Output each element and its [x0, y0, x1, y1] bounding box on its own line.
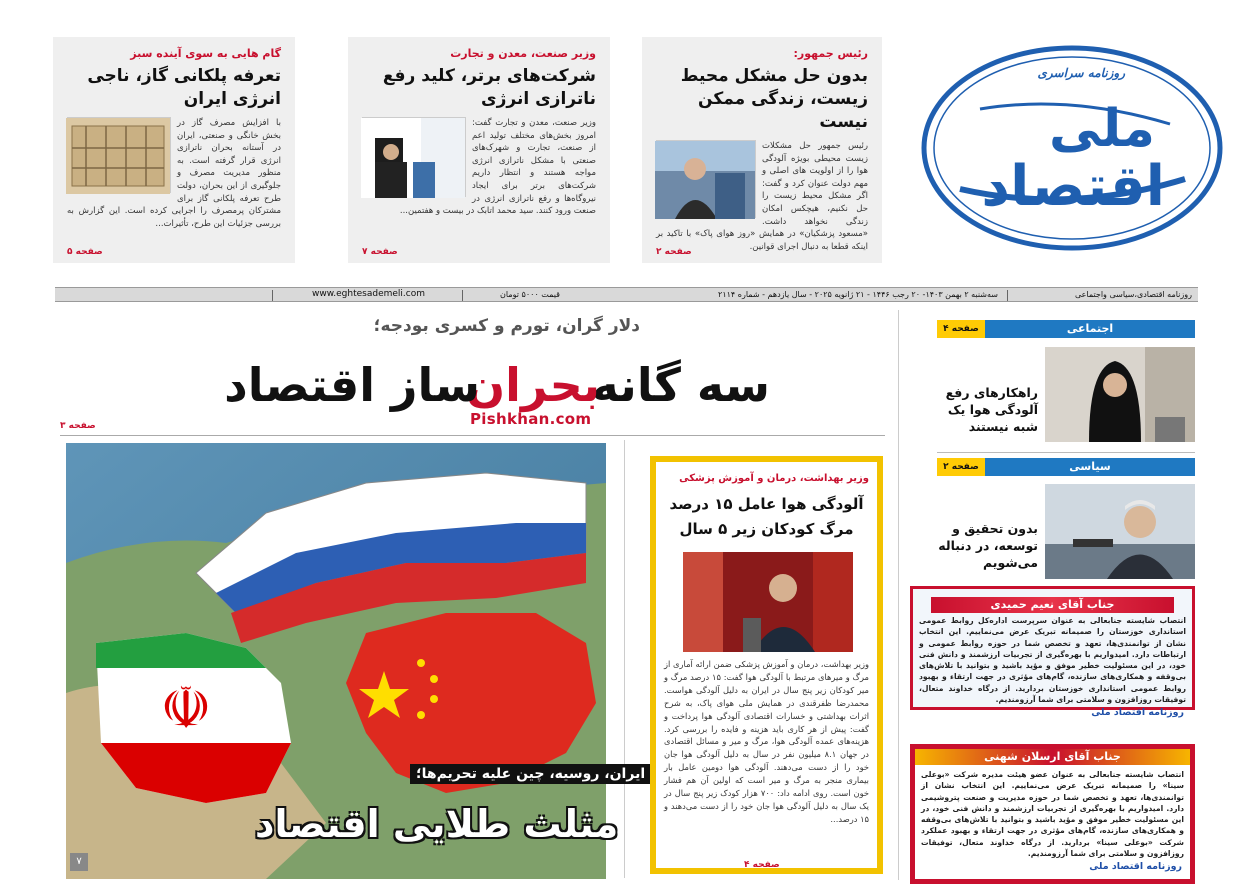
teaser-gas-tariff[interactable] [53, 37, 295, 263]
divider [1007, 290, 1008, 301]
congrats-ad-1[interactable] [910, 586, 1195, 719]
headline-part-2: بحران [465, 358, 600, 412]
divider [624, 440, 625, 878]
newspaper-logo [920, 39, 1225, 257]
section-photo [1045, 484, 1195, 579]
ad-title: جناب آقای نعیم حمیدی [931, 597, 1174, 613]
ad-title: جناب آقای ارسلان شهنی [915, 749, 1190, 765]
picture-page-number[interactable]: ۷ [70, 853, 88, 871]
masthead-info-bar [55, 287, 1198, 302]
teaser-body: رئیس جمهور حل مشکلات زیست محیطی بویژه آلودگی هوا را از اولویت های اصلی و مهم دولت عنوان کرد و گفت: اگر مشکل محیط زیست را حل نکنیم، هیچکس امکان زندگی نخواهد داشت. «مسعود پزشکیان» در همایش «روز هوای پاک» با تاکید بر اینکه قطعا به دنبال اجرای قوانین. [656, 141, 868, 252]
teaser-page-link[interactable]: صفحه ۲ [656, 247, 692, 257]
article-headline[interactable]: آلودگی هوا عامل ۱۵ درصد مرگ کودکان زیر ۵ سال [669, 495, 864, 538]
teaser-headline[interactable]: تعرفه پلکانی گاز، ناجی انرژی ایران [87, 66, 281, 109]
issue-date: سه‌شنبه ۲ بهمن ۱۴۰۳- ۲۰ رجب ۱۴۴۶ - ۲۱ ژانویه ۲۰۲۵ - سال یازدهم - شماره ۲۱۱۴ [718, 290, 998, 299]
logo-tagline: روزنامه سراسری [1037, 66, 1125, 80]
ad-body: انتصاب شایسته جنابعالی به عنوان سرپرست اداره‌کل روابط عمومی استانداری خوزستان را صمیمانه تبریک عرض می‌نماییم. این انتخاب نشان از توانمندی‌ها، تعهد و تخصص شما در حوزه روابط عمومی و ارتباطات دارد. امیدواریم با بهره‌گیری از تجربیات ارزشمند و دانش فنی خود، در این مسئولیت خطیر موفق و مؤید باشید و بتوانید با تلاش‌های بی‌وقفه و همکاری‌های سازنده، گام‌های مؤثری در جهت ارتقاء و بهبود روابط عمومی استانداری خوزستان بردارید. از درگاه خداوند متعال، توفیقات روزافزون و سلامتی برای شما آرزومندیم. [919, 616, 1186, 705]
divider [60, 435, 885, 436]
section-name[interactable]: سیاسی [985, 458, 1195, 476]
section-headline[interactable]: راهکارهای رفع آلودگی هوا یک شبه نیستند [945, 385, 1038, 434]
paper-section-label: روزنامه اقتصادی،سیاسی واجتماعی [1074, 290, 1192, 299]
teaser-photo [362, 117, 466, 197]
divider [937, 452, 1195, 453]
teaser-kicker: رئیس جمهور: [793, 47, 868, 60]
article-page-link[interactable]: صفحه ۴ [744, 860, 780, 870]
price: قیمت ۵۰۰۰ تومان [500, 290, 560, 299]
section-bar-social[interactable] [937, 320, 1195, 338]
section-page-link[interactable]: صفحه ۴ [937, 320, 985, 338]
article-kicker: وزیر بهداشت، درمان و آموزش پزشکی [679, 473, 869, 484]
picture-caption-headline[interactable]: مثلث طلایی اقتصاد [255, 802, 619, 846]
section-page-link[interactable]: صفحه ۲ [937, 458, 985, 476]
article-body: وزیر بهداشت، درمان و آموزش پزشکی ضمن ارائه آماری از مرگ و میرهای مرتبط با آلودگی هوا گفت: ۱۵ درصد مرگ و میر کودکان زیر پنج سال در ایران به دلیل آلودگی هواست. محمدرضا ظفرقندی در همایش ملی هوای پاک، به شرح اثرات بهداشتی و خسارات اقتصادی آلودگی هوا پرداخت و گفت: پیش از هر کاری باید هزینه و فایده را بررسی کرد. هزینه‌های عمده آلودگی هوا، مرگ و میر و مسائل اقتصادی در جهان ۸.۱ میلیون نفر در سال به دلیل آلودگی هوا جان خود را از دست می‌دهند. آلودگی هوا دومین عامل بار بیماری منجر به مرگ و میر است که اولین آن هم فشار خون است. روی ادامه داد: ۷۰۰ هزار کودک زیر پنج سال در یک سال به دلیل آلودگی هوا جان خود را از دست می‌دهند و ۱۵ درصد... [664, 659, 870, 824]
ad-signature: روزنامه اقتصاد ملی [1089, 861, 1182, 873]
article-photo [683, 552, 853, 652]
teaser-body: با افزایش مصرف گاز در بخش خانگی و صنعتی، ایران در آستانه بحران ناترازی انرژی قرار گرفته است. به منظور مدیریت مصرف و جلوگیری از این بحران، دولت طرح تعرفه پلکانی گاز برای مشترکان پرمصرف را اجرایی کرده است. این گزارش به بررسی جزئیات این طرح، تأثیرات... [67, 118, 281, 229]
section-bar-political[interactable] [937, 458, 1195, 476]
headline-part-3: ساز اقتصاد [224, 358, 480, 412]
picture-caption-kicker: ایران، روسیه، چین علیه تحریم‌ها؛ [410, 764, 651, 784]
teaser-body: وزیر صنعت، معدن و تجارت گفت: امروز بخش‌های مختلف تولید اعم از صنعت، تجارت و شهرک‌های صنعتی با مشکل ناترازی انرژی مواجه هستند و انتظار داریم شرکت‌های برتر برای ایجاد نیروگاه‌ها و رفع ناترازی انرژی در صنعت ورود کنند. سید محمد اتابک در بیست و هفتمین... [399, 118, 596, 217]
svg-text:☫: ☫ [160, 674, 212, 742]
congrats-ad-2[interactable] [910, 744, 1195, 884]
website-link[interactable]: www.eghtesademeli.com [312, 289, 425, 299]
main-page-link[interactable]: صفحه ۳ [60, 421, 96, 431]
teaser-industry[interactable] [348, 37, 610, 263]
teaser-headline[interactable]: بدون حل مشکل محیط زیست، زندگی ممکن نیست [680, 66, 868, 132]
section-headline[interactable]: بدون تحقیق و توسعه، در دنباله می‌شویم [938, 521, 1038, 570]
section-photo [1045, 347, 1195, 442]
teaser-page-link[interactable]: صفحه ۷ [362, 247, 398, 257]
divider [898, 310, 899, 880]
headline-part-1: سه گانه [591, 358, 770, 412]
teaser-photo [67, 117, 171, 193]
ad-signature: روزنامه اقتصاد ملی [1091, 707, 1184, 719]
section-name[interactable]: اجتماعی [985, 320, 1195, 338]
divider [272, 290, 273, 301]
logo-name-top: ملی [1048, 99, 1155, 159]
teaser-page-link[interactable]: صفحه ۵ [67, 247, 103, 257]
teaser-president[interactable] [642, 37, 882, 263]
ad-body: انتصاب شایسته جنابعالی به عنوان عضو هیئت مدیره شرکت «بوعلی سینا» را صمیمانه تبریک عرض می‌نماییم. این انتخاب نشان از توانمندی‌ها، تعهد و تخصص شما در حوزه مدیریت و صنعت پتروشیمی دارد. امیدواریم با بهره‌گیری از تجربیات ارزشمند و دانش فنی خود، در این مسئولیت خطیر موفق و مؤید باشید و بتوانید با تلاش‌های بی‌وقفه و همکاری‌های سازنده، گام‌های مؤثری در جهت ارتقاء و بهبود عملکرد شرکت «بوعلی سینا» بردارید. از درگاه خداوند متعال، توفیقات روزافزون و سلامتی برای شما آرزومندیم. [921, 770, 1184, 859]
teaser-kicker: گام هایی به سوی آینده سبز [130, 47, 281, 60]
watermark: Pishkhan.com [470, 410, 592, 428]
logo-name-bottom: اقتصاد [981, 154, 1165, 219]
main-subheadline: دلار گران، تورم و کسری بودجه؛ [373, 316, 640, 336]
teaser-photo [656, 140, 756, 218]
health-article[interactable] [650, 456, 883, 874]
divider [462, 290, 463, 301]
teaser-kicker: وزیر صنعت، معدن و تجارت [450, 47, 596, 60]
teaser-headline[interactable]: شرکت‌های برتر، کلید رفع ناترازی انرژی [382, 66, 596, 109]
